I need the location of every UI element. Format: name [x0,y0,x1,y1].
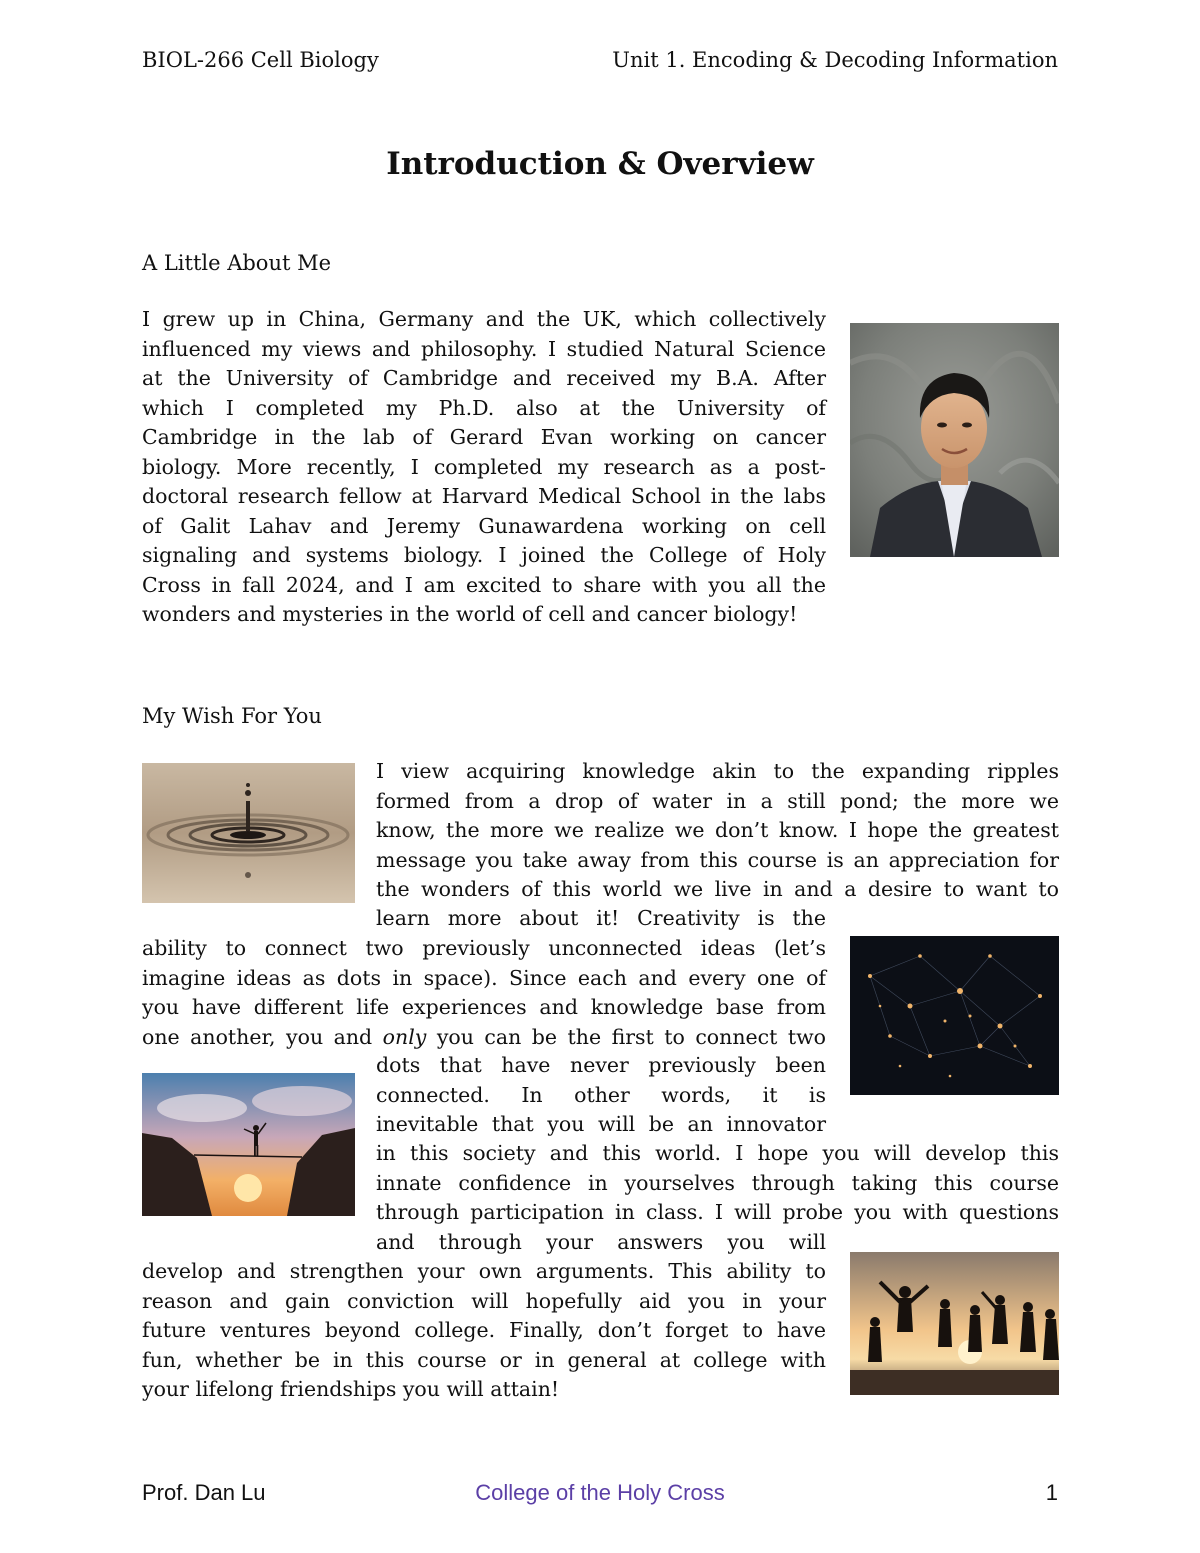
text-fragment: you can be the first to connect two [426,1024,826,1049]
text-line: which I completed my Ph.D. also at the University of [142,395,826,420]
text-line: inevitable that you will be an innovator [376,1112,826,1136]
text-line: wonders and mysteries in the world of cell and cancer biology! [142,602,798,626]
section-heading-about: A Little About Me [142,251,332,275]
text-line: I view acquiring knowledge akin to the expanding ripples [376,759,1059,783]
text-line: influenced my views and philosophy. I studied Natural Science [142,336,826,361]
text-line: of Galit Lahav and Jeremy Gunawardena working on cell [142,513,826,538]
text-line: at the University of Cambridge and received my B.A. After [142,366,826,390]
text-line: biology. More recently, I completed my research as a post- [142,454,826,479]
header-course: BIOL-266 Cell Biology [142,48,379,72]
tightrope-walker-photo [142,1073,355,1216]
text-line: and through your answers you will [376,1230,826,1254]
footer-institution: College of the Holy Cross [475,1480,725,1505]
water-ripple-photo [142,763,355,903]
text-line: I grew up in China, Germany and the UK, which collectively [142,307,826,331]
text-line [142,1023,826,1053]
text-line: in this society and this world. I hope you will develop this [376,1141,1059,1165]
wish-paragraph-1 [376,757,1059,905]
text-line: connected. In other words, it is [376,1082,826,1107]
text-line: doctoral research fellow at Harvard Medical School in the labs [142,484,826,508]
about-paragraph [142,305,826,630]
wish-paragraph-5 [376,1228,826,1258]
text-line: innate confidence in yourselves through taking this course [376,1170,1059,1195]
text-line: learn more about it! Creativity is the [376,906,826,930]
network-dots-photo [850,936,1059,1095]
footer-page-number: 1 [1045,1480,1058,1505]
header-unit: Unit 1. Encoding & Decoding Information [612,48,1058,72]
page-title: Introduction & Overview [386,146,814,182]
text-line: dots that have never previously been [376,1053,826,1077]
emphasis-only: only [382,1024,427,1049]
wish-paragraph-4 [376,1139,1059,1228]
wish-paragraph-2 [142,934,826,1052]
text-fragment: one another, you and [142,1024,383,1049]
text-line: Cross in fall 2024, and I am excited to share with you all the [142,572,826,597]
text-line: through participation in class. I will probe you with questions [376,1200,1059,1224]
text-line: you have different life experiences and knowledge base from [142,995,826,1019]
author-portrait-photo [850,323,1059,557]
friends-jumping-photo [850,1252,1059,1395]
wish-paragraph-6 [142,1257,826,1405]
footer-author: Prof. Dan Lu [142,1480,266,1505]
wish-paragraph-1-tail [376,904,826,934]
text-line: message you take away from this course is an appreciation for [376,847,1059,872]
text-line: future ventures beyond college. Finally, don’t forget to have [142,1318,826,1342]
text-line: your lifelong friendships you will attain! [142,1377,560,1401]
section-heading-wish: My Wish For You [142,704,322,728]
text-line: fun, whether be in this course or in general at college with [142,1347,826,1372]
text-line: Cambridge in the lab of Gerard Evan working on cancer [142,425,826,449]
text-line: imagine ideas as dots in space). Since each and every one of [142,965,826,990]
text-line: formed from a drop of water in a still pond; the more we [376,788,1059,813]
text-line: know, the more we realize we don’t know. I hope the greatest [376,818,1059,842]
wish-paragraph-3 [376,1051,826,1140]
text-line: signaling and systems biology. I joined the College of Holy [142,543,826,567]
text-line: reason and gain conviction will hopefully aid you in your [142,1288,826,1313]
text-line: the wonders of this world we live in and a desire to want to [376,877,1059,901]
text-line: develop and strengthen your own arguments. This ability to [142,1259,826,1283]
text-line: ability to connect two previously unconnected ideas (let’s [142,936,826,960]
